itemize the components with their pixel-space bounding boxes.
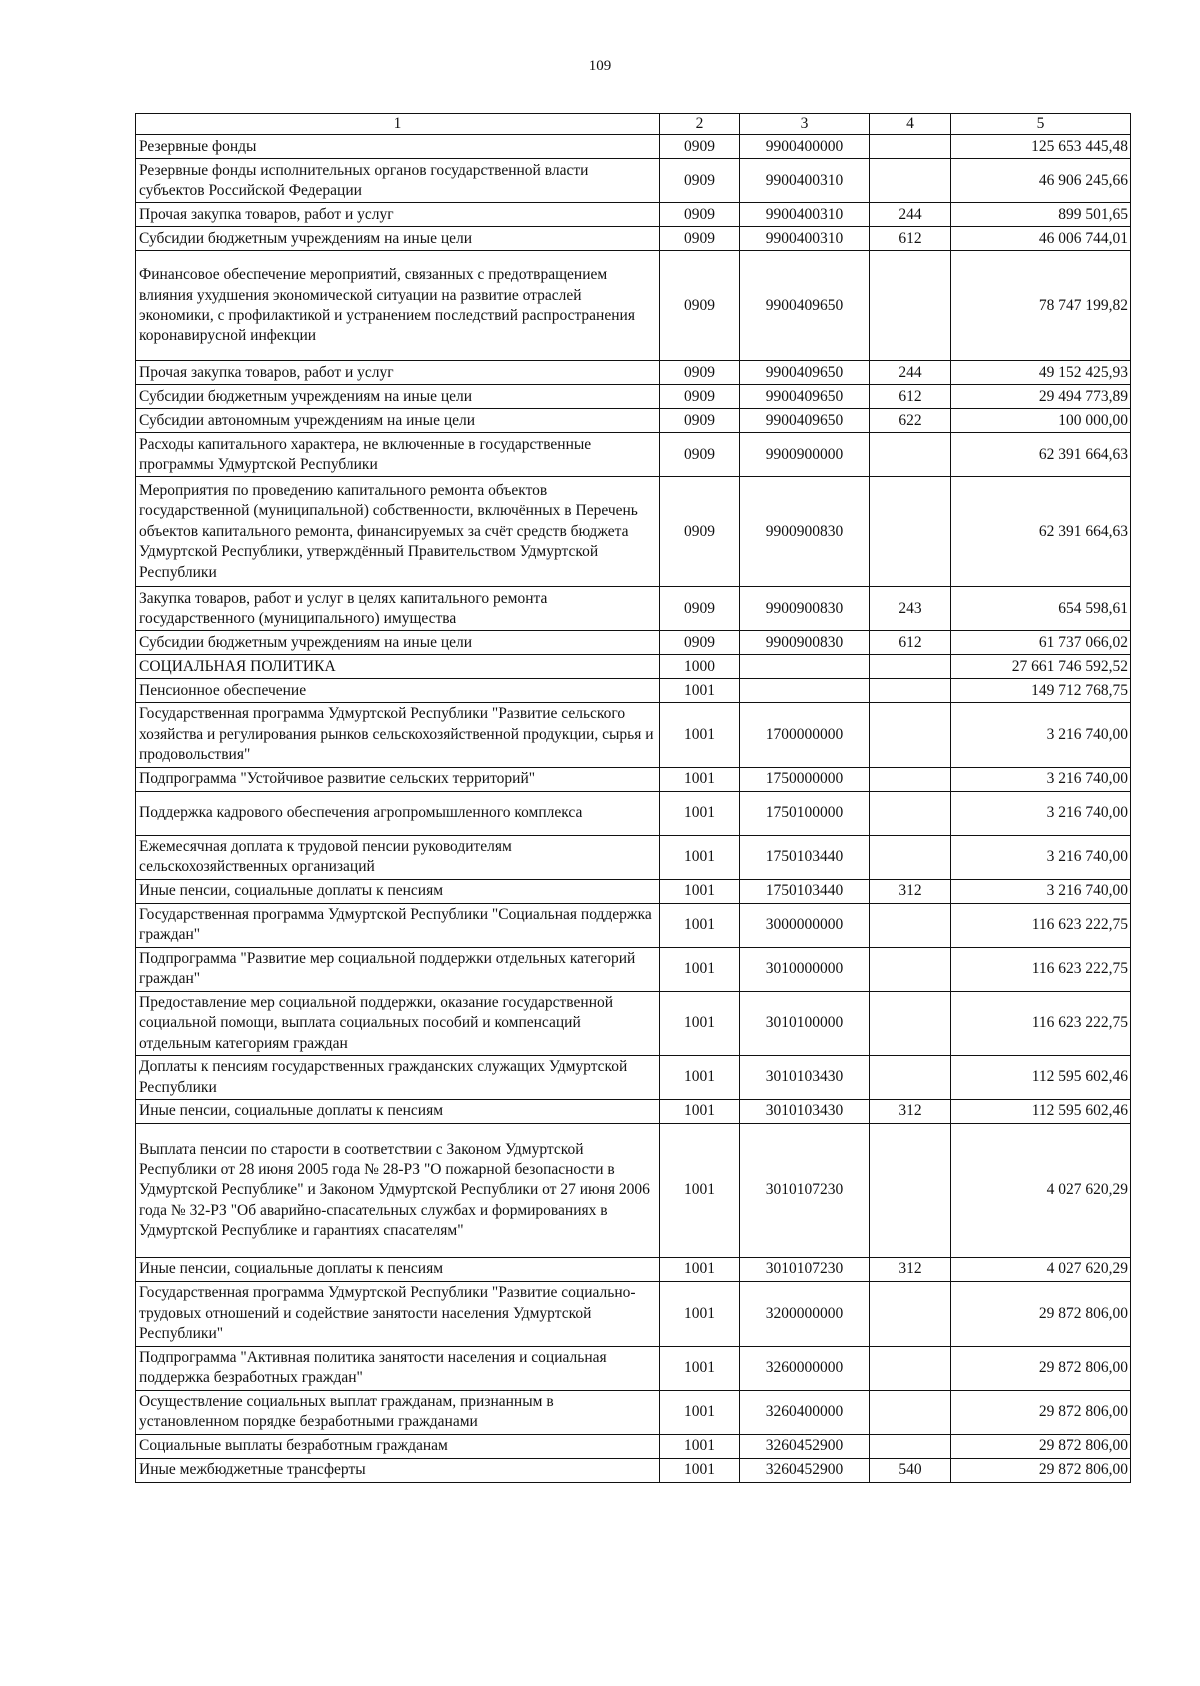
row-section-cell: 1001	[660, 767, 740, 791]
header-cell-3: 3	[740, 114, 870, 135]
row-target-code-cell: 3260400000	[740, 1390, 870, 1434]
row-target-code-cell: 3010000000	[740, 947, 870, 991]
table-row	[136, 227, 1131, 251]
table-row	[136, 835, 1131, 879]
row-name-cell: Иные пенсии, социальные доплаты к пенсиям	[136, 879, 660, 903]
row-amount-cell: 149 712 768,75	[951, 679, 1131, 703]
table-row	[136, 135, 1131, 159]
row-name-cell: Осуществление социальных выплат гражданам, признанным в установленном порядке безработными гражданами	[136, 1390, 660, 1434]
row-name-cell: Подпрограмма "Активная политика занятости населения и социальная поддержка безработных граждан"	[136, 1346, 660, 1390]
row-expense-type-cell	[870, 679, 951, 703]
row-amount-cell: 3 216 740,00	[951, 791, 1131, 835]
row-amount-cell: 116 623 222,75	[951, 903, 1131, 947]
row-target-code-cell: 3000000000	[740, 903, 870, 947]
row-name-cell: Иные пенсии, социальные доплаты к пенсиям	[136, 1100, 660, 1124]
row-name-cell: Прочая закупка товаров, работ и услуг	[136, 203, 660, 227]
row-expense-type-cell: 540	[870, 1458, 951, 1482]
table-row	[136, 477, 1131, 587]
row-expense-type-cell	[870, 159, 951, 203]
row-section-cell: 0909	[660, 631, 740, 655]
row-name-cell: Подпрограмма "Развитие мер социальной поддержки отдельных категорий граждан"	[136, 947, 660, 991]
row-target-code-cell: 3010100000	[740, 991, 870, 1055]
row-name-cell: Финансовое обеспечение мероприятий, связанных с предотвращением влияния ухудшения экономической ситуации на развитие отраслей экономики, с профилактикой и устранением последствий распространения коронавирусной инфекции	[136, 251, 660, 361]
row-target-code-cell: 9900900830	[740, 477, 870, 587]
row-amount-cell: 29 872 806,00	[951, 1434, 1131, 1458]
table-row	[136, 947, 1131, 991]
row-amount-cell: 46 906 245,66	[951, 159, 1131, 203]
row-target-code-cell: 9900900830	[740, 587, 870, 631]
row-target-code-cell: 9900400310	[740, 159, 870, 203]
row-amount-cell: 61 737 066,02	[951, 631, 1131, 655]
row-expense-type-cell	[870, 1434, 951, 1458]
row-expense-type-cell	[870, 991, 951, 1055]
table-row	[136, 879, 1131, 903]
row-section-cell: 0909	[660, 433, 740, 477]
table-row	[136, 791, 1131, 835]
row-target-code-cell: 1750103440	[740, 835, 870, 879]
row-section-cell: 0909	[660, 135, 740, 159]
row-expense-type-cell	[870, 947, 951, 991]
row-expense-type-cell	[870, 433, 951, 477]
row-amount-cell: 4 027 620,29	[951, 1258, 1131, 1282]
row-expense-type-cell	[870, 655, 951, 679]
row-amount-cell: 29 872 806,00	[951, 1458, 1131, 1482]
row-amount-cell: 29 872 806,00	[951, 1282, 1131, 1346]
row-expense-type-cell	[870, 251, 951, 361]
row-expense-type-cell: 612	[870, 385, 951, 409]
row-name-cell: Расходы капитального характера, не включенные в государственные программы Удмуртской Республики	[136, 433, 660, 477]
table-row	[136, 159, 1131, 203]
row-target-code-cell: 3260452900	[740, 1434, 870, 1458]
header-cell-1: 1	[136, 114, 660, 135]
row-amount-cell: 3 216 740,00	[951, 703, 1131, 767]
table-row	[136, 703, 1131, 767]
table-row	[136, 409, 1131, 433]
row-target-code-cell: 3010107230	[740, 1258, 870, 1282]
table-row	[136, 1100, 1131, 1124]
row-expense-type-cell	[870, 1346, 951, 1390]
row-name-cell: Государственная программа Удмуртской Республики "Развитие сельского хозяйства и регулирования рынков сельскохозяйственной продукции, сырья и продовольствия"	[136, 703, 660, 767]
row-section-cell: 1001	[660, 1390, 740, 1434]
row-expense-type-cell	[870, 1056, 951, 1100]
row-section-cell: 1001	[660, 1258, 740, 1282]
row-target-code-cell: 9900400000	[740, 135, 870, 159]
row-target-code-cell	[740, 655, 870, 679]
row-amount-cell: 27 661 746 592,52	[951, 655, 1131, 679]
page-number: 109	[588, 58, 612, 74]
table-row	[136, 1124, 1131, 1258]
row-amount-cell: 125 653 445,48	[951, 135, 1131, 159]
row-section-cell: 1001	[660, 947, 740, 991]
table-row	[136, 631, 1131, 655]
row-name-cell: Государственная программа Удмуртской Республики "Социальная поддержка граждан"	[136, 903, 660, 947]
row-section-cell: 1000	[660, 655, 740, 679]
row-target-code-cell: 9900900000	[740, 433, 870, 477]
row-expense-type-cell	[870, 1390, 951, 1434]
table-row	[136, 1282, 1131, 1346]
table-row	[136, 1346, 1131, 1390]
row-name-cell: Субсидии бюджетным учреждениям на иные цели	[136, 385, 660, 409]
row-expense-type-cell: 244	[870, 361, 951, 385]
row-name-cell: Подпрограмма "Устойчивое развитие сельских территорий"	[136, 767, 660, 791]
row-section-cell: 0909	[660, 251, 740, 361]
table-row	[136, 361, 1131, 385]
row-target-code-cell: 3200000000	[740, 1282, 870, 1346]
row-target-code-cell: 9900409650	[740, 385, 870, 409]
budget-table	[135, 113, 1131, 1483]
row-name-cell: Мероприятия по проведению капитального ремонта объектов государственной (муниципальной) собственности, включённых в Перечень объектов капитального ремонта, финансируемых за счёт средств бюджета Удмуртской Республики, утверждённый Правительством Удмуртской Республики	[136, 477, 660, 587]
table-row	[136, 655, 1131, 679]
table-row	[136, 385, 1131, 409]
row-target-code-cell: 1750000000	[740, 767, 870, 791]
row-section-cell: 1001	[660, 1100, 740, 1124]
row-section-cell: 1001	[660, 1056, 740, 1100]
row-name-cell: Поддержка кадрового обеспечения агропромышленного комплекса	[136, 791, 660, 835]
row-amount-cell: 29 494 773,89	[951, 385, 1131, 409]
row-name-cell: Субсидии бюджетным учреждениям на иные цели	[136, 227, 660, 251]
row-section-cell: 0909	[660, 203, 740, 227]
row-section-cell: 0909	[660, 385, 740, 409]
row-expense-type-cell	[870, 791, 951, 835]
row-section-cell: 0909	[660, 361, 740, 385]
row-expense-type-cell: 312	[870, 1258, 951, 1282]
row-section-cell: 1001	[660, 835, 740, 879]
row-amount-cell: 899 501,65	[951, 203, 1131, 227]
row-name-cell: СОЦИАЛЬНАЯ ПОЛИТИКА	[136, 655, 660, 679]
row-target-code-cell: 3010103430	[740, 1056, 870, 1100]
table-row	[136, 767, 1131, 791]
row-amount-cell: 3 216 740,00	[951, 767, 1131, 791]
row-section-cell: 1001	[660, 1434, 740, 1458]
row-expense-type-cell: 312	[870, 1100, 951, 1124]
row-amount-cell: 62 391 664,63	[951, 477, 1131, 587]
row-section-cell: 1001	[660, 903, 740, 947]
row-name-cell: Предоставление мер социальной поддержки, оказание государственной социальной помощи, выплата социальных пособий и компенсаций отдельным категориям граждан	[136, 991, 660, 1055]
table-row	[136, 1434, 1131, 1458]
row-amount-cell: 78 747 199,82	[951, 251, 1131, 361]
row-name-cell: Ежемесячная доплата к трудовой пенсии руководителям сельскохозяйственных организаций	[136, 835, 660, 879]
table-row	[136, 203, 1131, 227]
row-name-cell: Прочая закупка товаров, работ и услуг	[136, 361, 660, 385]
row-expense-type-cell	[870, 903, 951, 947]
row-target-code-cell: 9900400310	[740, 227, 870, 251]
row-expense-type-cell: 612	[870, 631, 951, 655]
row-name-cell: Социальные выплаты безработным гражданам	[136, 1434, 660, 1458]
table-row	[136, 1390, 1131, 1434]
row-section-cell: 1001	[660, 703, 740, 767]
row-amount-cell: 3 216 740,00	[951, 879, 1131, 903]
row-name-cell: Субсидии бюджетным учреждениям на иные цели	[136, 631, 660, 655]
table-row	[136, 903, 1131, 947]
row-amount-cell: 654 598,61	[951, 587, 1131, 631]
row-target-code-cell: 1750100000	[740, 791, 870, 835]
row-section-cell: 0909	[660, 587, 740, 631]
row-section-cell: 1001	[660, 1282, 740, 1346]
row-section-cell: 1001	[660, 791, 740, 835]
row-section-cell: 0909	[660, 159, 740, 203]
row-section-cell: 0909	[660, 227, 740, 251]
row-section-cell: 1001	[660, 879, 740, 903]
row-amount-cell: 4 027 620,29	[951, 1124, 1131, 1258]
row-amount-cell: 46 006 744,01	[951, 227, 1131, 251]
table-row	[136, 679, 1131, 703]
row-amount-cell: 116 623 222,75	[951, 947, 1131, 991]
row-target-code-cell: 9900409650	[740, 409, 870, 433]
table-row	[136, 1458, 1131, 1482]
row-target-code-cell: 9900900830	[740, 631, 870, 655]
row-target-code-cell: 3260452900	[740, 1458, 870, 1482]
row-amount-cell: 116 623 222,75	[951, 991, 1131, 1055]
row-amount-cell: 100 000,00	[951, 409, 1131, 433]
table-row	[136, 991, 1131, 1055]
table-row	[136, 251, 1131, 361]
row-name-cell: Резервные фонды	[136, 135, 660, 159]
row-amount-cell: 29 872 806,00	[951, 1390, 1131, 1434]
row-expense-type-cell: 243	[870, 587, 951, 631]
table-row	[136, 433, 1131, 477]
table-header-row	[136, 114, 1131, 135]
row-name-cell: Доплаты к пенсиям государственных гражданских служащих Удмуртской Республики	[136, 1056, 660, 1100]
row-expense-type-cell	[870, 1124, 951, 1258]
row-name-cell: Иные межбюджетные трансферты	[136, 1458, 660, 1482]
row-section-cell: 1001	[660, 1124, 740, 1258]
table-row	[136, 1056, 1131, 1100]
row-expense-type-cell: 622	[870, 409, 951, 433]
row-target-code-cell: 3010103430	[740, 1100, 870, 1124]
header-cell-5: 5	[951, 114, 1131, 135]
row-target-code-cell: 1750103440	[740, 879, 870, 903]
table-row	[136, 1258, 1131, 1282]
row-target-code-cell: 9900400310	[740, 203, 870, 227]
row-name-cell: Пенсионное обеспечение	[136, 679, 660, 703]
row-amount-cell: 112 595 602,46	[951, 1100, 1131, 1124]
row-expense-type-cell	[870, 835, 951, 879]
row-target-code-cell: 9900409650	[740, 251, 870, 361]
row-section-cell: 0909	[660, 409, 740, 433]
row-section-cell: 0909	[660, 477, 740, 587]
row-expense-type-cell	[870, 477, 951, 587]
table-row	[136, 587, 1131, 631]
row-expense-type-cell	[870, 1282, 951, 1346]
row-expense-type-cell: 244	[870, 203, 951, 227]
row-name-cell: Субсидии автономным учреждениям на иные цели	[136, 409, 660, 433]
row-section-cell: 1001	[660, 991, 740, 1055]
row-amount-cell: 3 216 740,00	[951, 835, 1131, 879]
row-expense-type-cell: 312	[870, 879, 951, 903]
row-amount-cell: 29 872 806,00	[951, 1346, 1131, 1390]
row-expense-type-cell	[870, 703, 951, 767]
row-expense-type-cell	[870, 767, 951, 791]
header-cell-2: 2	[660, 114, 740, 135]
row-name-cell: Выплата пенсии по старости в соответствии с Законом Удмуртской Республики от 28 июня 2005 года № 28-РЗ "О пожарной безопасности в Удмуртской Республике" и Законом Удмуртской Республики от 27 июня 2006 года № 32-РЗ "Об аварийно-спасательных службах и формированиях в Удмуртской Республике и гарантиях спасателям"	[136, 1124, 660, 1258]
row-name-cell: Резервные фонды исполнительных органов государственной власти субъектов Российской Федерации	[136, 159, 660, 203]
row-name-cell: Закупка товаров, работ и услуг в целях капитального ремонта государственного (муниципального) имущества	[136, 587, 660, 631]
row-name-cell: Государственная программа Удмуртской Республики "Развитие социально-трудовых отношений и содействие занятости населения Удмуртской Республики"	[136, 1282, 660, 1346]
row-target-code-cell: 9900409650	[740, 361, 870, 385]
row-expense-type-cell: 612	[870, 227, 951, 251]
row-target-code-cell: 3010107230	[740, 1124, 870, 1258]
row-target-code-cell: 1700000000	[740, 703, 870, 767]
row-amount-cell: 49 152 425,93	[951, 361, 1131, 385]
row-section-cell: 1001	[660, 1346, 740, 1390]
row-section-cell: 1001	[660, 679, 740, 703]
row-target-code-cell: 3260000000	[740, 1346, 870, 1390]
header-cell-4: 4	[870, 114, 951, 135]
row-target-code-cell	[740, 679, 870, 703]
row-amount-cell: 62 391 664,63	[951, 433, 1131, 477]
row-expense-type-cell	[870, 135, 951, 159]
row-amount-cell: 112 595 602,46	[951, 1056, 1131, 1100]
row-name-cell: Иные пенсии, социальные доплаты к пенсиям	[136, 1258, 660, 1282]
row-section-cell: 1001	[660, 1458, 740, 1482]
